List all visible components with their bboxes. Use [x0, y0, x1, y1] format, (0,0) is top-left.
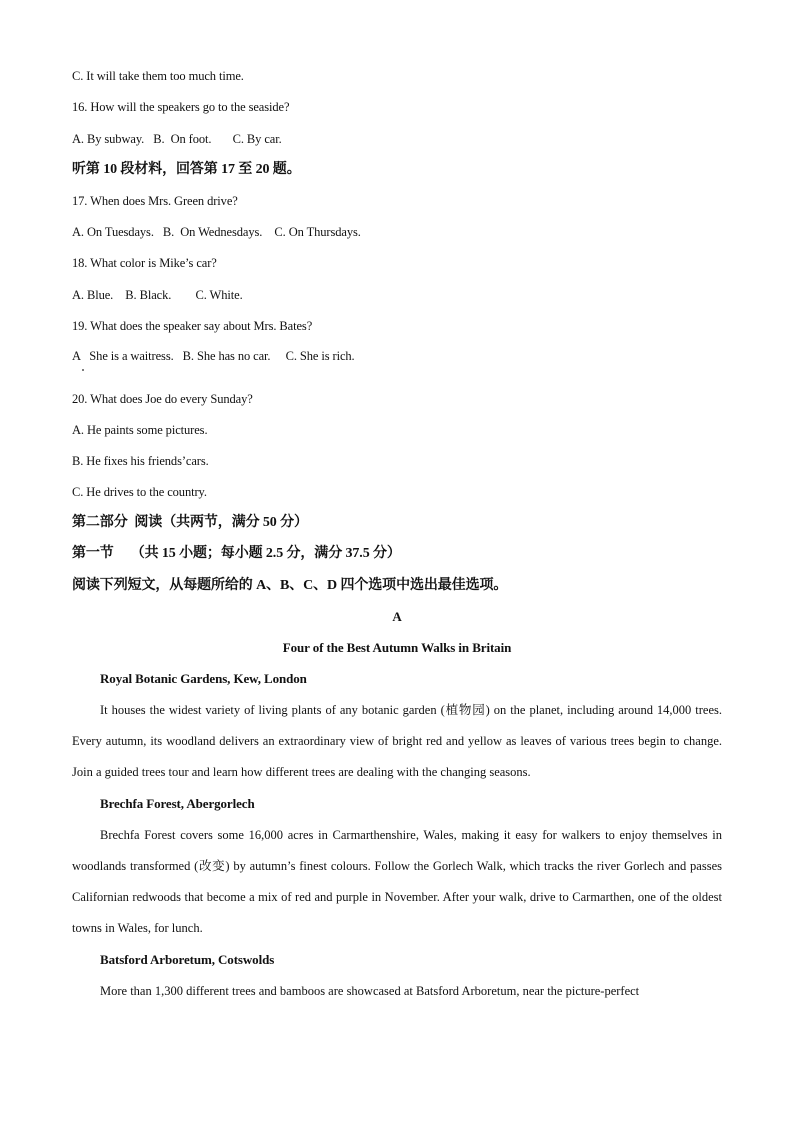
walk-1-text: It houses the widest variety of living plants of any botanic garden (植物园) on the planet, including around 14,000 trees. Every autumn, its woodland delivers an extraordinary view of bright red and yellow as leaves of various trees begin to change. Join a guided trees tour and learn how different trees are dealing with the changing seasons. — [72, 703, 722, 779]
walk-2-heading: Brechfa Forest, Abergorlech — [100, 796, 255, 811]
section10-instruction: 听第 10 段材料，回答第 17 至 20 题。 — [72, 162, 301, 177]
q20-option-a: A. He paints some pictures. — [72, 423, 208, 437]
walk-1-paragraph — [72, 695, 722, 788]
part-two-heading: 第二部分 阅读（共两节，满分 50 分） — [72, 515, 308, 530]
q15-option-c: C. It will take them too much time. — [72, 69, 244, 83]
q16-question: 16. How will the speakers go to the seaside? — [72, 100, 290, 114]
walk-3-heading: Batsford Arboretum, Cotswolds — [100, 952, 275, 967]
section-one-heading: 第一节 （共 15 小题；每小题 2.5 分，满分 37.5 分） — [72, 546, 401, 561]
q17-options: A. On Tuesdays. B. On Wednesdays. C. On Thursdays. — [72, 225, 361, 239]
q16-options: A. By subway. B. On foot. C. By car. — [72, 132, 282, 146]
walk-1-heading: Royal Botanic Gardens, Kew, London — [100, 671, 307, 686]
q20-option-c: C. He drives to the country. — [72, 485, 207, 499]
walk-3-paragraph — [72, 976, 722, 1007]
walk-2-text: Brechfa Forest covers some 16,000 acres in Carmarthenshire, Wales, making it easy for walkers to enjoy themselves in woodlands transformed (改变) by autumn’s finest colours. Follow the Gorlech Walk, which tracks the river Gorlech and passes Californian redwoods that become a mix of red and purple in November. After your walk, drive to Carmarthen, one of the oldest towns in Wales, for lunch. — [72, 828, 722, 935]
q20-question: 20. What does Joe do every Sunday? — [72, 392, 253, 406]
passage-letter: A — [392, 609, 402, 624]
walk-2-paragraph — [72, 820, 722, 944]
walk-3-text: More than 1,300 different trees and bamboos are showcased at Batsford Arboretum, near the picture-perfect — [100, 984, 640, 998]
q20-option-b: B. He fixes his friends’cars. — [72, 454, 209, 468]
q19-question: 19. What does the speaker say about Mrs. Bates? — [72, 319, 313, 333]
stray-dot — [82, 369, 84, 371]
q19-options: A She is a waitress. B. She has no car. C. She is rich. — [72, 349, 355, 363]
passage-title: Four of the Best Autumn Walks in Britain — [282, 640, 512, 655]
reading-instruction: 阅读下列短文，从每题所给的 A、B、C、D 四个选项中选出最佳选项。 — [72, 578, 508, 593]
q17-question: 17. When does Mrs. Green drive? — [72, 194, 238, 208]
q18-question: 18. What color is Mike’s car? — [72, 256, 217, 270]
q18-options: A. Blue. B. Black. C. White. — [72, 288, 243, 302]
